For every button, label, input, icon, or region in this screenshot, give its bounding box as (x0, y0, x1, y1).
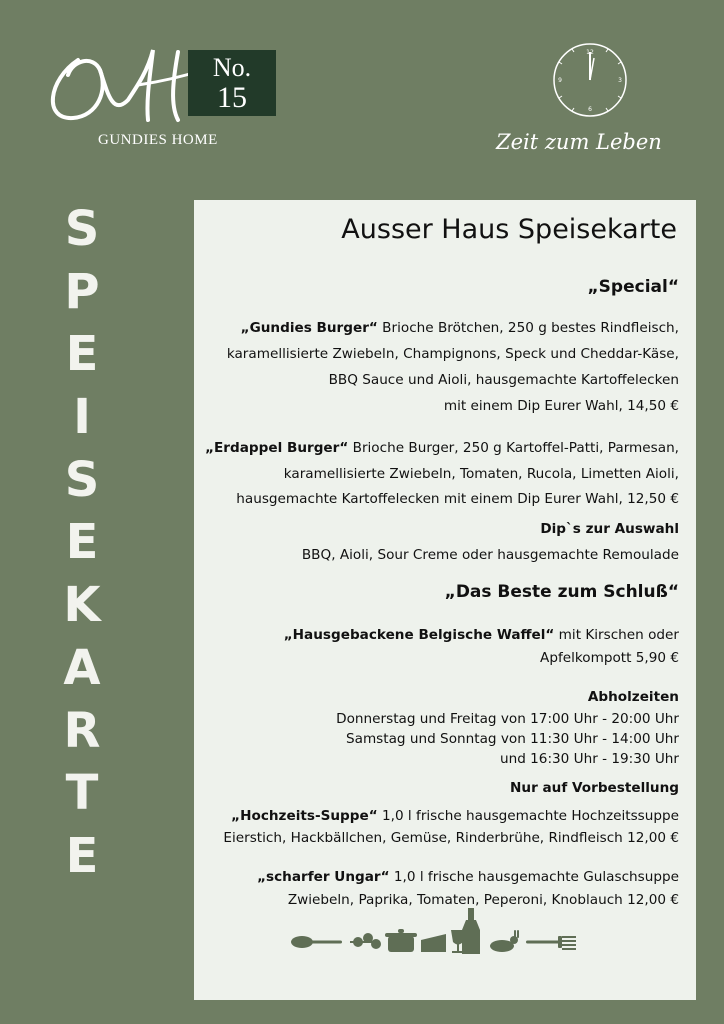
food-icons-decoration (290, 902, 590, 962)
clock-mark-9: 9 (558, 77, 562, 84)
gundies-burger-line3: BBQ Sauce und Aioli, hausgemachte Kartoffelecken (328, 372, 679, 388)
vertical-title-letter: R (63, 702, 101, 759)
gundies-burger-name: „Gundies Burger“ (240, 320, 378, 336)
cheese-icon (421, 934, 446, 952)
hochzeit-line1 (231, 805, 679, 827)
gundies-burger-line1 (241, 317, 679, 339)
hochzeit-line2: Eierstich, Hackbällchen, Gemüse, Rinderbrühe, Rindfleisch 12,00 € (223, 830, 679, 846)
vertical-title-letter: S (64, 201, 100, 257)
erdappel-burger-desc1: Brioche Burger, 250 g Kartoffel-Patti, Parmesan, (348, 440, 679, 456)
dips-text: BBQ, Aioli, Sour Creme oder hausgemachte Remoulade (301, 547, 679, 563)
erdappel-burger-line1 (205, 437, 679, 459)
erdappel-burger-line2: karamellisierte Zwiebeln, Tomaten, Rucola, Limetten Aioli, (283, 466, 679, 482)
preorder-heading: Nur auf Vorbestellung (510, 780, 679, 796)
gundies-burger-line2: karamellisierte Zwiebeln, Champignons, Speck und Cheddar-Käse, (226, 346, 679, 362)
hochzeit-desc1: 1,0 l frische hausgemachte Hochzeitssuppe (377, 808, 679, 824)
pot-icon (385, 929, 417, 952)
vertical-title-letter: P (64, 263, 100, 320)
vertical-title-letter: K (63, 577, 101, 634)
fork-icon (526, 936, 576, 950)
vertical-title-letter: E (65, 827, 99, 884)
waffle-desc1: mit Kirschen oder (554, 627, 679, 643)
logo-no-label: No. (212, 53, 252, 82)
bottle-icon (462, 908, 480, 954)
gundies-burger-line4: mit einem Dip Eurer Wahl, 14,50 € (443, 398, 679, 414)
pickup-heading: Abholzeiten (587, 689, 679, 705)
erdappel-burger-name: „Erdappel Burger“ (205, 440, 349, 456)
ungar-line1 (257, 866, 679, 888)
menu-title: Ausser Haus Speisekarte (341, 214, 677, 245)
logo (38, 40, 268, 160)
waffle-line2: Apfelkompott 5,90 € (540, 650, 679, 666)
herbs-icon (350, 933, 381, 949)
clock-icon (550, 40, 630, 120)
gundies-burger-desc1: Brioche Brötchen, 250 g bestes Rindfleisch, (377, 320, 679, 336)
clock-mark-6: 6 (588, 106, 592, 113)
clock-mark-12: 12 (586, 49, 594, 56)
spoon-icon (291, 936, 342, 948)
pickup-line2: Samstag und Sonntag von 11:30 Uhr - 14:00 Uhr (345, 731, 679, 747)
rabbit-icon (490, 930, 519, 952)
special-heading: „Special“ (587, 277, 679, 297)
vertical-title (52, 198, 112, 888)
menu-card (194, 200, 696, 1000)
pickup-line1: Donnerstag und Freitag von 17:00 Uhr - 20:00 Uhr (336, 711, 679, 727)
hochzeit-name: „Hochzeits-Suppe“ (231, 808, 378, 824)
vertical-title-letter: T (65, 765, 99, 822)
slogan: Zeit zum Leben (496, 130, 662, 154)
pickup-line3: und 16:30 Uhr - 19:30 Uhr (499, 751, 679, 767)
ungar-name: „scharfer Ungar“ (257, 869, 390, 885)
vertical-title-letter: S (64, 451, 100, 508)
logo-number-box (188, 50, 276, 116)
vertical-title-letter: E (65, 514, 99, 571)
ungar-desc1: 1,0 l frische hausgemachte Gulaschsuppe (389, 869, 679, 885)
vertical-title-letter: E (65, 326, 99, 383)
logo-number: 15 (217, 81, 247, 114)
waffle-line1 (284, 624, 679, 646)
vertical-title-letter: A (63, 639, 101, 696)
logo-brand-name: GUNDIES HOME (98, 132, 218, 148)
clock-mark-3: 3 (618, 77, 622, 84)
dessert-heading: „Das Beste zum Schluß“ (444, 582, 679, 602)
dips-heading: Dip`s zur Auswahl (540, 521, 679, 537)
ungar-line2: Zwiebeln, Paprika, Tomaten, Peperoni, Knoblauch 12,00 € (287, 892, 679, 908)
logo-initials-script (38, 40, 208, 135)
erdappel-burger-line3: hausgemachte Kartoffelecken mit einem Dip Eurer Wahl, 12,50 € (236, 491, 679, 507)
waffle-name: „Hausgebackene Belgische Waffel“ (283, 627, 555, 643)
vertical-title-letter: I (73, 389, 91, 446)
